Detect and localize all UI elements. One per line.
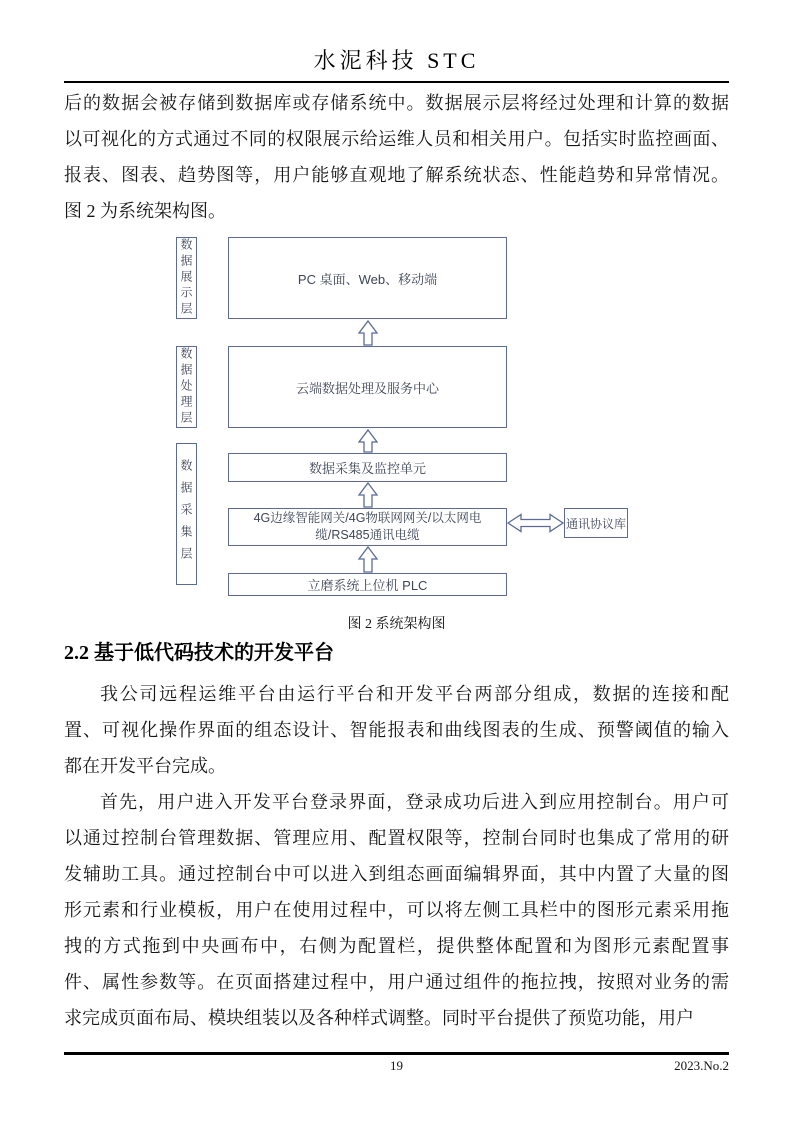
up-arrow-icon — [359, 547, 377, 572]
text-line: 以通过控制台管理数据、管理应用、配置权限等，控制台同时也集成了常用的研 — [64, 828, 729, 848]
text-line: 报表、图表、趋势图等，用户能够直观地了解系统状态、性能趋势和异常情况。 — [64, 165, 729, 185]
up-arrow-icon — [359, 483, 377, 507]
up-arrow-icon — [359, 430, 377, 452]
footer-rule — [64, 1052, 729, 1055]
text-line: 置、可视化操作界面的组态设计、智能报表和曲线图表的生成、预警阈值的输入 — [64, 720, 729, 740]
issue-label: 2023.No.2 — [674, 1058, 729, 1073]
text-line: 图 2 为系统架构图。 — [64, 201, 226, 221]
layer-label-display: 数据展示层 — [176, 237, 197, 319]
text-line: 我公司远程运维平台由运行平台和开发平台两部分组成，数据的连接和配 — [100, 684, 729, 704]
paragraph-2 — [64, 676, 729, 784]
up-arrow-icon — [359, 321, 377, 345]
text-line: 以可视化的方式通过不同的权限展示给运维人员和相关用户。包括实时监控画面、 — [64, 129, 729, 149]
box-pc-terminals: PC 桌面、Web、移动端 — [228, 237, 507, 319]
page-number: 19 — [390, 1058, 403, 1073]
box-daq-unit: 数据采集及监控单元 — [228, 453, 507, 482]
layer-label-processing: 数据处理层 — [176, 346, 197, 428]
text-line: 求完成页面布局、模块组装以及各种样式调整。同时平台提供了预览功能，用户 — [64, 1008, 694, 1028]
double-arrow-icon — [508, 515, 563, 532]
text-line: 件、属性参数等。在页面搭建过程中，用户通过组件的拖拉拽，按照对业务的需 — [64, 972, 729, 992]
layer-label-acquisition: 数据采集层 — [176, 443, 197, 585]
section-heading: 2.2 基于低代码技术的开发平台 — [64, 642, 334, 664]
text-line: 发辅助工具。通过控制台中可以进入到组态画面编辑界面，其中内置了大量的图 — [64, 864, 729, 884]
journal-title: 水泥科技 STC — [313, 48, 480, 73]
figure-caption: 图 2 系统架构图 — [347, 617, 446, 632]
box-protocol-library: 通讯协议库 — [564, 508, 628, 538]
text-line: 形元素和行业模板，用户在使用过程中，可以将左侧工具栏中的图形元素采用拖 — [64, 900, 729, 920]
text-line: 首先，用户进入开发平台登录界面，登录成功后进入到应用控制台。用户可 — [100, 792, 729, 812]
box-cloud-center: 云端数据处理及服务中心 — [228, 346, 507, 428]
box-gateway: 4G边缘智能网关/4G物联网网关/以太网电缆/RS485通讯电缆 — [228, 508, 507, 546]
text-line: 都在开发平台完成。 — [64, 756, 226, 776]
text-line: 后的数据会被存储到数据库或存储系统中。数据展示层将经过处理和计算的数据 — [64, 93, 729, 113]
text-line: 拽的方式拖到中央画布中，右侧为配置栏，提供整体配置和为图形元素配置事 — [64, 936, 729, 956]
box-plc: 立磨系统上位机 PLC — [228, 573, 507, 596]
paragraph-3 — [64, 784, 729, 1036]
